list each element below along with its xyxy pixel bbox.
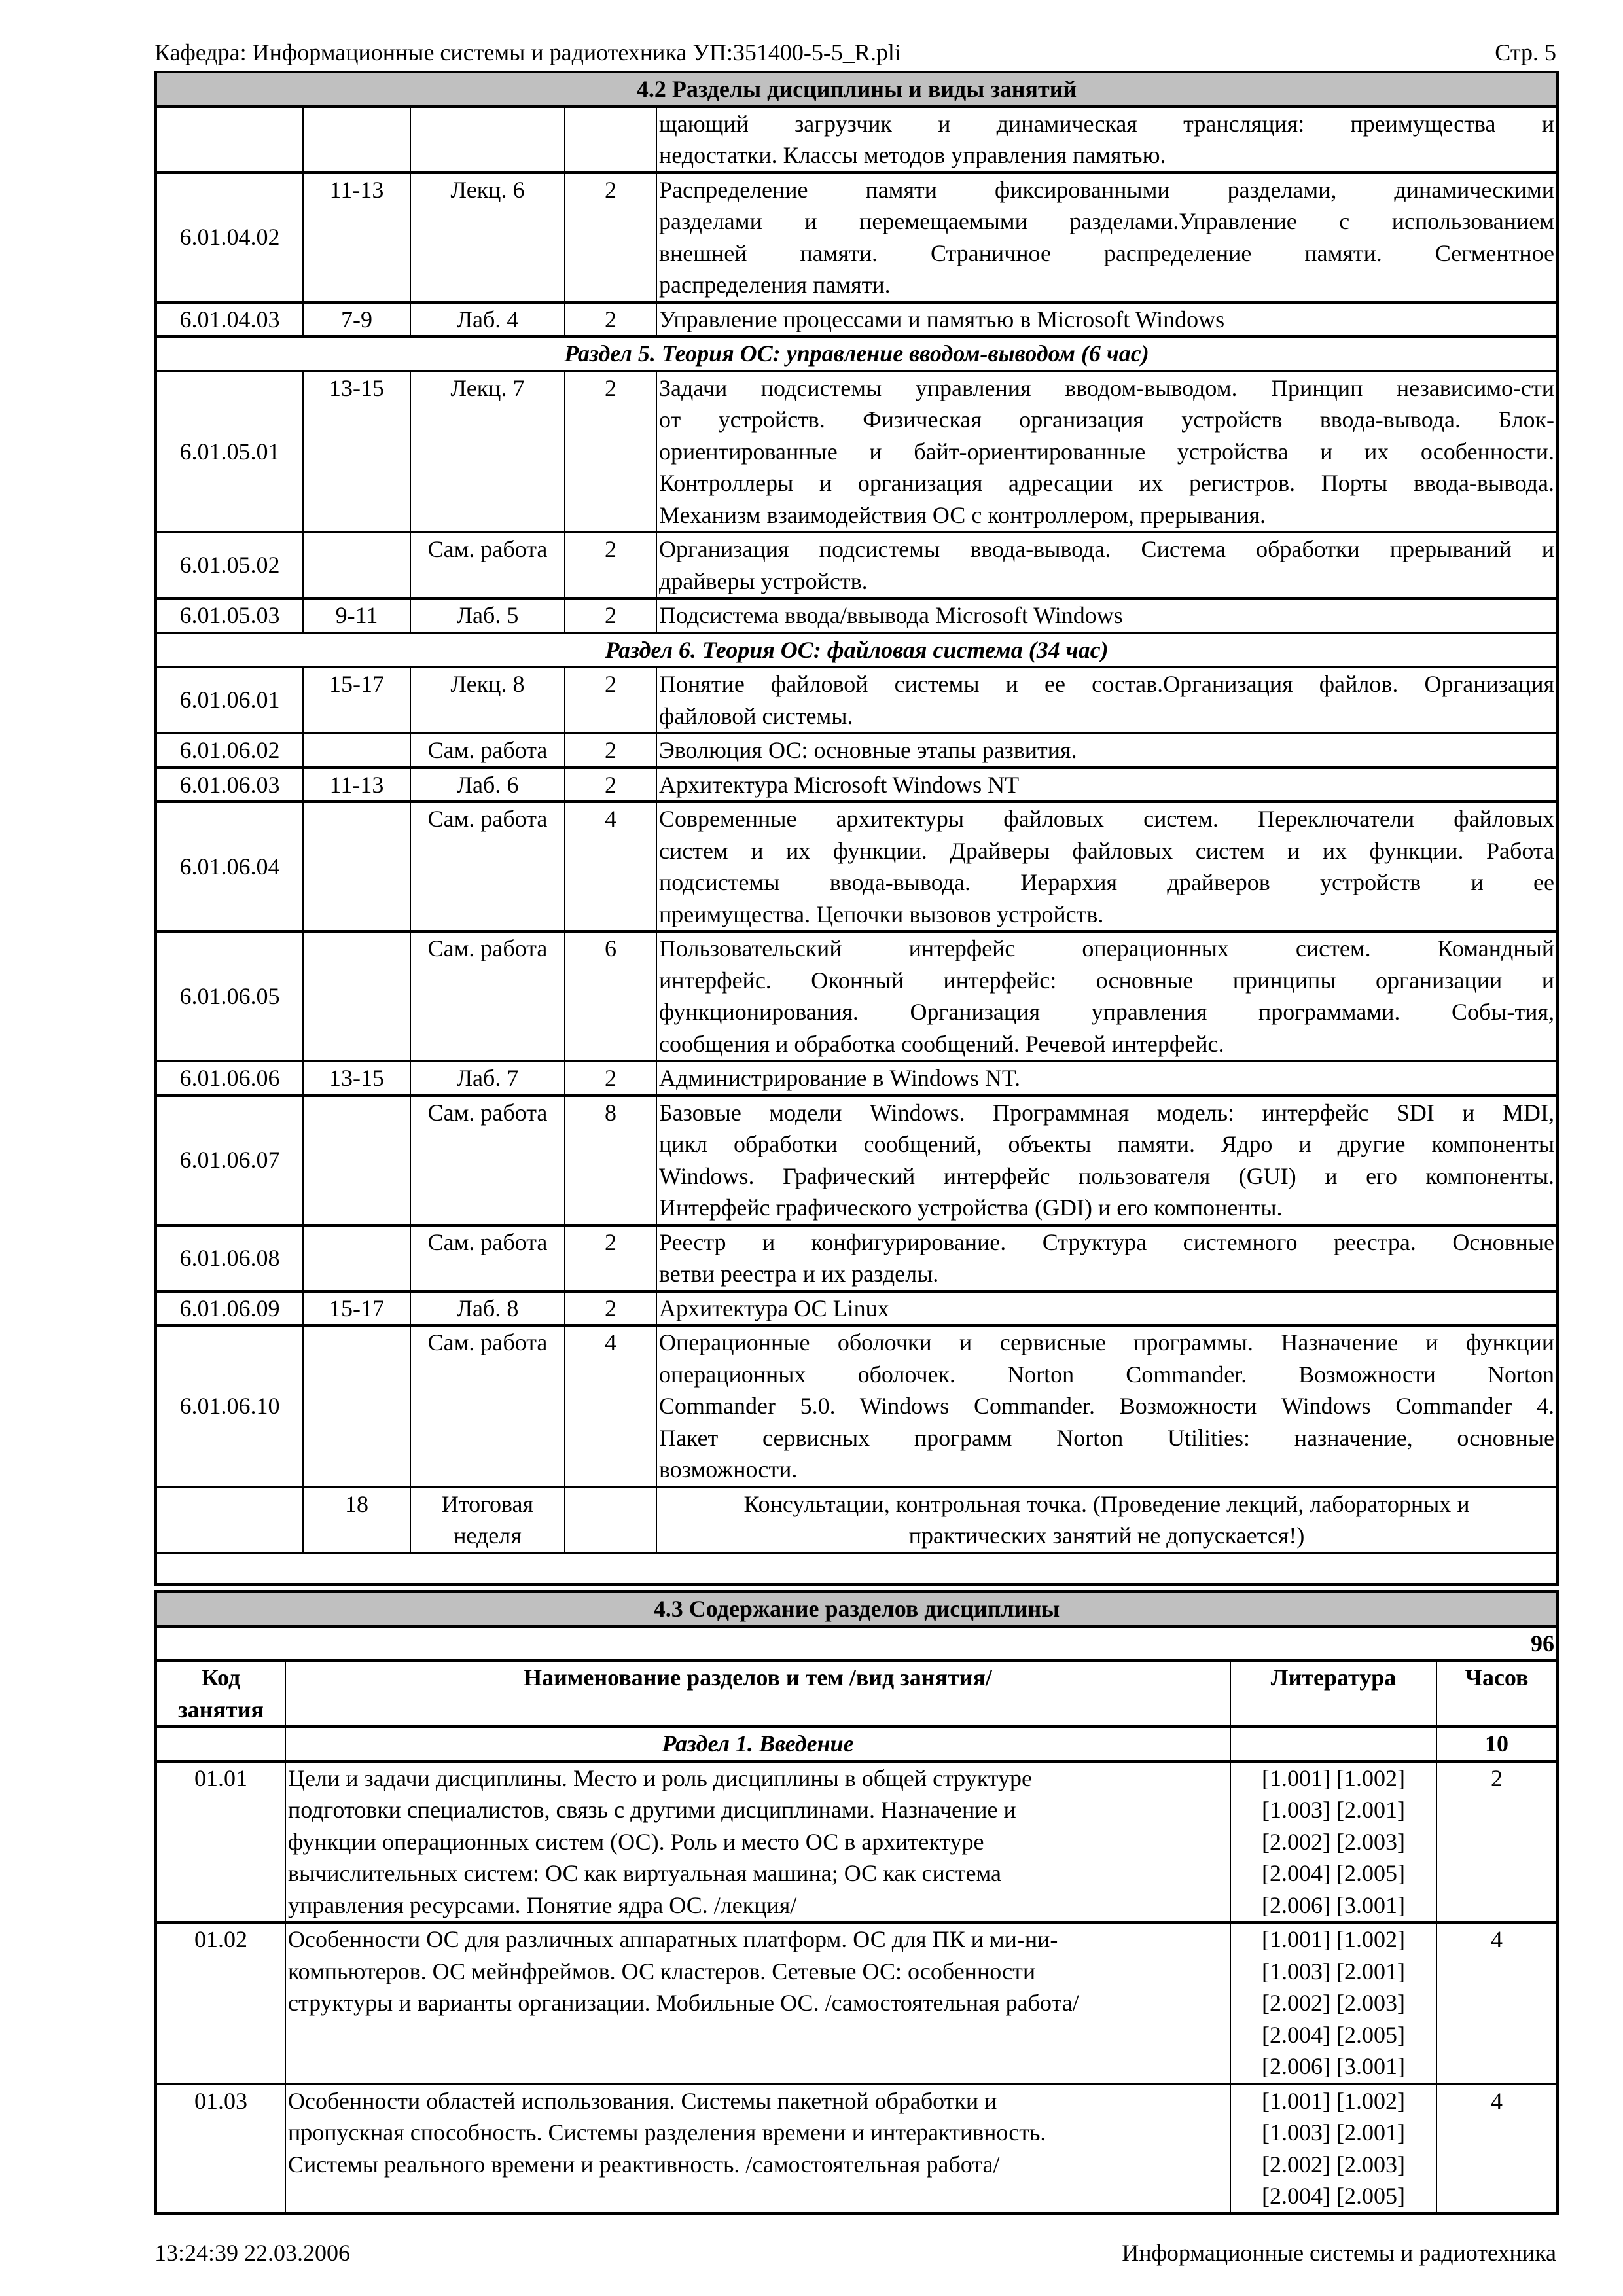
activity-type: Лекц. 8 bbox=[410, 667, 565, 733]
text-line: Архитектура ОС Linux bbox=[659, 1295, 889, 1321]
hours: 6 bbox=[565, 931, 656, 1061]
hours: 2 bbox=[565, 768, 656, 802]
weeks bbox=[303, 1096, 410, 1225]
column-header-name: Наименование разделов и тем /вид занятия/ bbox=[285, 1660, 1230, 1727]
hours: 2 bbox=[565, 1225, 656, 1291]
description bbox=[656, 1061, 1558, 1096]
text-line: подготовки специалистов, связь с другими дисциплинами. Назначение и bbox=[288, 1797, 1016, 1823]
text-line: Интерфейс графического устройства (GDI) и его компоненты. bbox=[659, 1194, 1283, 1221]
hours: 4 bbox=[1436, 2084, 1558, 2214]
description bbox=[656, 768, 1558, 802]
lesson-code: 01.02 bbox=[156, 1922, 285, 2084]
weeks: 15-17 bbox=[303, 1291, 410, 1326]
text-line: [2.004] [2.005] bbox=[1262, 2021, 1405, 2048]
table-row bbox=[156, 371, 1558, 533]
activity-code: 6.01.06.08 bbox=[156, 1225, 303, 1291]
text-line: распределения памяти. bbox=[659, 272, 891, 298]
description bbox=[656, 107, 1558, 173]
text-line: практических занятий не допускается!) bbox=[908, 1522, 1305, 1549]
hours: 8 bbox=[565, 1096, 656, 1225]
hours: 2 bbox=[565, 598, 656, 633]
activity-code: 6.01.06.03 bbox=[156, 768, 303, 802]
activity-type: Сам. работа bbox=[410, 1096, 565, 1225]
weeks bbox=[303, 1225, 410, 1291]
text-line: [2.006] [3.001] bbox=[1262, 2053, 1405, 2079]
column-header-hours: Часов bbox=[1436, 1660, 1558, 1727]
hours: 2 bbox=[565, 173, 656, 302]
hours: 4 bbox=[1436, 1922, 1558, 2084]
text-line: Контроллеры и организация адресации их регистров. Порты ввода-вывода. bbox=[659, 470, 1555, 496]
activity-type: Итоговая неделя bbox=[410, 1487, 565, 1553]
text-line: [2.004] [2.005] bbox=[1262, 1860, 1405, 1886]
text-line: управления ресурсами. Понятие ядра ОС. /лекция/ bbox=[288, 1892, 797, 1918]
page-header bbox=[154, 37, 1556, 68]
description bbox=[656, 1291, 1558, 1326]
activity-code: 6.01.04.02 bbox=[156, 173, 303, 302]
text-line: ветви реестра и их разделы. bbox=[659, 1261, 939, 1287]
activity-code: 6.01.05.01 bbox=[156, 371, 303, 533]
activity-type: Сам. работа bbox=[410, 1325, 565, 1487]
text-line: Распределение памяти фиксированными разделами, динамическими bbox=[659, 176, 1555, 203]
text-line: [1.001] [1.002] bbox=[1262, 1765, 1405, 1791]
text-line: возможности. bbox=[659, 1456, 798, 1482]
table-row bbox=[156, 1291, 1558, 1326]
table-row bbox=[156, 598, 1558, 633]
activity-code bbox=[156, 1487, 303, 1553]
table-row bbox=[156, 733, 1558, 768]
activity-type bbox=[410, 107, 565, 173]
weeks: 18 bbox=[303, 1487, 410, 1553]
text-line: [2.006] [3.001] bbox=[1262, 1892, 1405, 1918]
literature bbox=[1230, 1922, 1436, 2084]
header-department: Кафедра: Информационные системы и радиотехника УП:351400-5-5_R.pli bbox=[154, 39, 901, 65]
text-line: Базовые модели Windows. Программная модель: интерфейс SDI и MDI, bbox=[659, 1099, 1555, 1126]
footer-department: Информационные системы и радиотехника bbox=[1122, 2240, 1556, 2266]
hours: 2 bbox=[565, 667, 656, 733]
activity-type: Сам. работа bbox=[410, 733, 565, 768]
text-line: функционирования. Организация управления программами. Собы-тия, bbox=[659, 999, 1555, 1025]
table-row bbox=[156, 1225, 1558, 1291]
text-line: Windows. Графический интерфейс пользователя (GUI) и его компоненты. bbox=[659, 1162, 1555, 1189]
text-line: драйверы устройств. bbox=[659, 567, 868, 594]
description bbox=[656, 1487, 1558, 1553]
activity-code: 6.01.05.03 bbox=[156, 598, 303, 633]
text-line: Особенности ОС для различных аппаратных платформ. ОС для ПК и ми-ни- bbox=[288, 1926, 1058, 1952]
activity-code: 6.01.06.06 bbox=[156, 1061, 303, 1096]
activity-type: Лекц. 6 bbox=[410, 173, 565, 302]
table-row bbox=[156, 1922, 1558, 2084]
activity-code: 6.01.06.04 bbox=[156, 802, 303, 931]
activity-code: 6.01.06.05 bbox=[156, 931, 303, 1061]
section-title: Раздел 5. Теория ОС: управление вводом-выводом (6 час) bbox=[156, 336, 1558, 371]
text-line: вычислительных систем: ОС как виртуальная машина; ОС как система bbox=[288, 1860, 1002, 1886]
text-line: интерфейс. Оконный интерфейс: основные принципы организации и bbox=[659, 967, 1555, 994]
weeks bbox=[303, 733, 410, 768]
literature bbox=[1230, 1761, 1436, 1923]
weeks: 13-15 bbox=[303, 371, 410, 533]
description bbox=[656, 598, 1558, 633]
text-line: операционных оболочек. Norton Commander. Возможности Norton bbox=[659, 1361, 1555, 1388]
weeks: 13-15 bbox=[303, 1061, 410, 1096]
hours: 2 bbox=[565, 532, 656, 598]
text-line: разделами и перемещаемыми разделами.Управление с использованием bbox=[659, 208, 1555, 234]
table-row bbox=[156, 1096, 1558, 1225]
text-line: [2.002] [2.003] bbox=[1262, 2151, 1405, 2178]
page-number: Стр. 5 bbox=[1495, 39, 1556, 65]
table-row bbox=[156, 2084, 1558, 2214]
weeks: 15-17 bbox=[303, 667, 410, 733]
description bbox=[656, 802, 1558, 931]
text-line: [2.002] [2.003] bbox=[1262, 1828, 1405, 1855]
section-row bbox=[156, 633, 1558, 668]
weeks bbox=[303, 802, 410, 931]
text-line: Консультации, контрольная точка. (Проведение лекций, лабораторных и bbox=[743, 1490, 1470, 1517]
description bbox=[656, 733, 1558, 768]
hours: 2 bbox=[565, 1061, 656, 1096]
text-line: [2.004] [2.005] bbox=[1262, 2183, 1405, 2209]
section-content-table bbox=[154, 1590, 1559, 2215]
table-title: 4.3 Содержание разделов дисциплины bbox=[156, 1592, 1558, 1626]
text-line: Понятие файловой системы и ее состав.Организация файлов. Организация bbox=[659, 671, 1555, 697]
description bbox=[656, 931, 1558, 1061]
text-line: Подсистема ввода/ввывода Microsoft Windows bbox=[659, 602, 1123, 628]
hours: 2 bbox=[565, 1291, 656, 1326]
table-row bbox=[156, 931, 1558, 1061]
activity-type: Лаб. 5 bbox=[410, 598, 565, 633]
description bbox=[656, 371, 1558, 533]
text-line: [1.001] [1.002] bbox=[1262, 2087, 1405, 2114]
table-row bbox=[156, 768, 1558, 802]
text-line: от устройств. Физическая организация устройств ввода-вывода. Блок- bbox=[659, 406, 1555, 433]
text-line: сообщения и обработка сообщений. Речевой интерфейс. bbox=[659, 1030, 1224, 1057]
activity-code: 6.01.06.09 bbox=[156, 1291, 303, 1326]
text-line: Задачи подсистемы управления вводом-выводом. Принцип независимо-сти bbox=[659, 374, 1555, 401]
section-title: Раздел 1. Введение bbox=[285, 1727, 1230, 1761]
lesson-code: 01.01 bbox=[156, 1761, 285, 1923]
table-row bbox=[156, 1061, 1558, 1096]
text-line: подсистемы ввода-вывода. Иерархия драйверов устройств и ее bbox=[659, 869, 1555, 895]
activity-code: 6.01.06.02 bbox=[156, 733, 303, 768]
text-line: Пользовательский интерфейс операционных систем. Командный bbox=[659, 935, 1555, 961]
text-line: функции операционных систем (ОС). Роль и место ОС в архитектуре bbox=[288, 1828, 984, 1855]
text-line: [2.002] [2.003] bbox=[1262, 1990, 1405, 2016]
text-line: Операционные оболочки и сервисные программы. Назначение и функции bbox=[659, 1329, 1555, 1355]
hours: 2 bbox=[565, 302, 656, 337]
topic bbox=[285, 1761, 1230, 1923]
activity-type: Лаб. 6 bbox=[410, 768, 565, 802]
table-row bbox=[156, 802, 1558, 931]
hours: 2 bbox=[1436, 1761, 1558, 1923]
section-title: Раздел 6. Теория ОС: файловая система (34 час) bbox=[156, 633, 1558, 668]
table-row bbox=[156, 1761, 1558, 1923]
page-footer bbox=[154, 2237, 1556, 2269]
hours: 2 bbox=[565, 733, 656, 768]
lesson-code: 01.03 bbox=[156, 2084, 285, 2214]
section-row bbox=[156, 336, 1558, 371]
description bbox=[656, 1325, 1558, 1487]
weeks bbox=[303, 532, 410, 598]
topic bbox=[285, 1922, 1230, 2084]
hours: 2 bbox=[565, 371, 656, 533]
text-line: Системы реального времени и реактивность. /самостоятельная работа/ bbox=[288, 2151, 1000, 2178]
text-line: ориентированные и байт-ориентированные устройства и их особенности. bbox=[659, 438, 1555, 465]
description bbox=[656, 173, 1558, 302]
table-row bbox=[156, 532, 1558, 598]
description bbox=[656, 1096, 1558, 1225]
table-row bbox=[156, 107, 1558, 173]
description bbox=[656, 667, 1558, 733]
activity-type: Сам. работа bbox=[410, 802, 565, 931]
activity-type: Лаб. 7 bbox=[410, 1061, 565, 1096]
table-row bbox=[156, 1487, 1558, 1553]
text-line: внешней памяти. Страничное распределение памяти. Сегментное bbox=[659, 240, 1555, 266]
text-line: Администрирование в Windows NT. bbox=[659, 1065, 1021, 1091]
text-line: щающий загрузчик и динамическая трансляция: преимущества и bbox=[659, 110, 1555, 137]
activity-type: Сам. работа bbox=[410, 1225, 565, 1291]
text-line: Особенности областей использования. Системы пакетной обработки и bbox=[288, 2087, 997, 2114]
text-line: недостатки. Классы методов управления памятью. bbox=[659, 142, 1166, 168]
empty-row bbox=[156, 1553, 1558, 1585]
description bbox=[656, 1225, 1558, 1291]
column-header-literature: Литература bbox=[1230, 1660, 1436, 1727]
text-line: Реестр и конфигурирование. Структура системного реестра. Основные bbox=[659, 1229, 1555, 1255]
weeks: 7-9 bbox=[303, 302, 410, 337]
activity-code bbox=[156, 107, 303, 173]
sections-and-activities-table bbox=[154, 71, 1559, 1586]
weeks bbox=[303, 107, 410, 173]
column-header-code: Код занятия bbox=[156, 1660, 285, 1727]
hours: 4 bbox=[565, 1325, 656, 1487]
text-line: Пакет сервисных программ Norton Utilities: назначение, основные bbox=[659, 1424, 1555, 1451]
hours bbox=[565, 1487, 656, 1553]
activity-code: 6.01.05.02 bbox=[156, 532, 303, 598]
hours bbox=[565, 107, 656, 173]
text-line: пропускная способность. Системы разделения времени и интерактивность. bbox=[288, 2119, 1046, 2145]
activity-type: Сам. работа bbox=[410, 931, 565, 1061]
text-line: Цели и задачи дисциплины. Место и роль дисциплины в общей структуре bbox=[288, 1765, 1033, 1791]
activity-type: Лекц. 7 bbox=[410, 371, 565, 533]
section-row bbox=[156, 1727, 1558, 1761]
text-line: систем и их функции. Драйверы файловых систем и их функции. Работа bbox=[659, 837, 1555, 864]
activity-type: Лаб. 4 bbox=[410, 302, 565, 337]
text-line: Организация подсистемы ввода-вывода. Система обработки прерываний и bbox=[659, 536, 1555, 562]
text-line: Эволюция ОС: основные этапы развития. bbox=[659, 737, 1077, 763]
text-line: цикл обработки сообщений, объекты памяти. Ядро и другие компоненты bbox=[659, 1131, 1555, 1157]
text-line: [1.001] [1.002] bbox=[1262, 1926, 1405, 1952]
activity-code: 6.01.06.10 bbox=[156, 1325, 303, 1487]
text-line: преимущества. Цепочки вызовов устройств. bbox=[659, 901, 1104, 927]
activity-code: 6.01.04.03 bbox=[156, 302, 303, 337]
text-line: файловой системы. bbox=[659, 702, 853, 729]
description bbox=[656, 302, 1558, 337]
section-hours: 10 bbox=[1436, 1727, 1558, 1761]
text-line: [1.003] [2.001] bbox=[1262, 1797, 1405, 1823]
table-row bbox=[156, 302, 1558, 337]
topic bbox=[285, 2084, 1230, 2214]
table-title: 4.2 Разделы дисциплины и виды занятий bbox=[156, 72, 1558, 107]
description bbox=[656, 532, 1558, 598]
text-line: компьютеров. ОС мейнфреймов. ОС кластеров. Сетевые ОС: особенности bbox=[288, 1958, 1036, 1984]
activity-type: Лаб. 8 bbox=[410, 1291, 565, 1326]
text-line: Современные архитектуры файловых систем. Переключатели файловых bbox=[659, 806, 1555, 832]
weeks bbox=[303, 1325, 410, 1487]
weeks: 9-11 bbox=[303, 598, 410, 633]
weeks bbox=[303, 931, 410, 1061]
activity-code: 6.01.06.01 bbox=[156, 667, 303, 733]
text-line: [1.003] [2.001] bbox=[1262, 1958, 1405, 1984]
literature bbox=[1230, 2084, 1436, 2214]
activity-type: Сам. работа bbox=[410, 532, 565, 598]
empty-cell bbox=[156, 1553, 1558, 1585]
empty-cell bbox=[1230, 1727, 1436, 1761]
hours: 4 bbox=[565, 802, 656, 931]
text-line: Управление процессами и памятью в Microsoft Windows bbox=[659, 306, 1225, 332]
table-row bbox=[156, 173, 1558, 302]
empty-cell bbox=[156, 1727, 285, 1761]
weeks: 11-13 bbox=[303, 173, 410, 302]
activity-code: 6.01.06.07 bbox=[156, 1096, 303, 1225]
text-line: Архитектура Microsoft Windows NT bbox=[659, 771, 1020, 798]
table-row bbox=[156, 667, 1558, 733]
weeks: 11-13 bbox=[303, 768, 410, 802]
text-line: Commander 5.0. Windows Commander. Возможности Windows Commander 4. bbox=[659, 1393, 1555, 1419]
footer-timestamp: 13:24:39 22.03.2006 bbox=[154, 2240, 351, 2266]
text-line: структуры и варианты организации. Мобильные ОС. /самостоятельная работа/ bbox=[288, 1990, 1079, 2016]
table-row bbox=[156, 1325, 1558, 1487]
total-hours: 96 bbox=[156, 1626, 1558, 1661]
text-line: [1.003] [2.001] bbox=[1262, 2119, 1405, 2145]
text-line: Механизм взаимодействия ОС с контроллером, прерывания. bbox=[659, 501, 1266, 528]
